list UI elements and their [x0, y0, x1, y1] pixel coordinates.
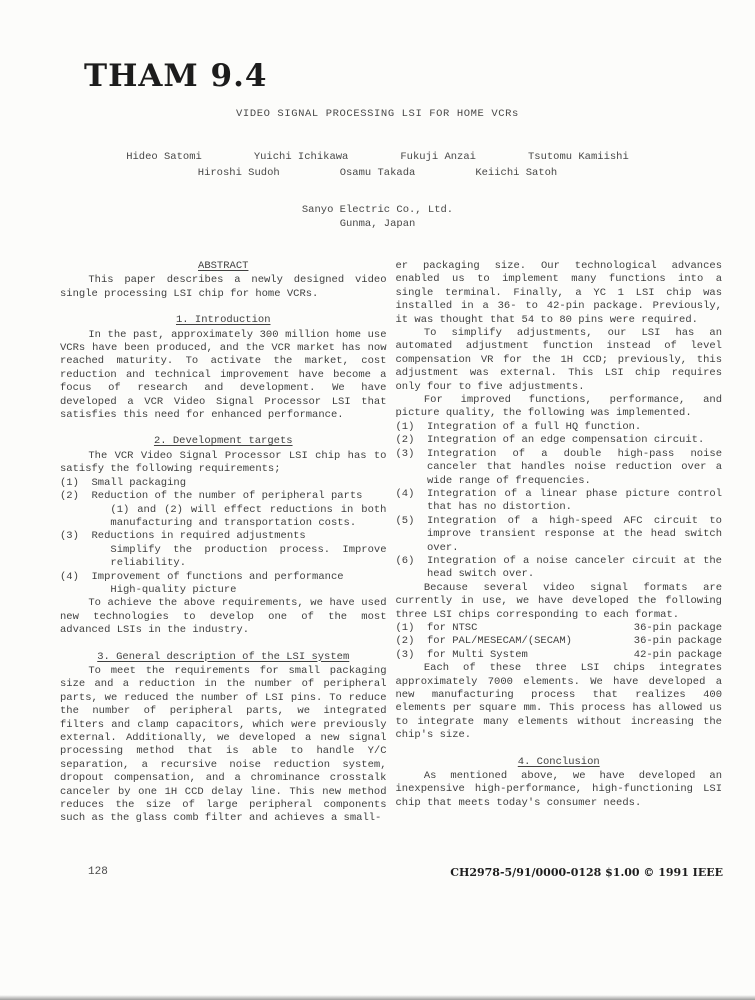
item-marker: (2) [395, 434, 415, 447]
item-text: Reductions in required adjustments [91, 530, 306, 543]
author-row-2 [0, 167, 755, 179]
adjustments-paragraph: To simplify adjustments, our LSI has an automated adjustment function instead of level compensation VR for the 1H CCD; previously, this adjustment was external. This LSI chip requires only four to five adjustments. [395, 327, 722, 393]
item-text: Integration of a full HQ function. [427, 420, 642, 433]
list-item [60, 530, 387, 543]
item-marker: (3) [60, 530, 79, 543]
list-item [396, 488, 723, 515]
list-item [60, 571, 387, 584]
item-marker: (4) [60, 570, 79, 583]
format-package: 36-pin package [633, 635, 722, 648]
format-row [396, 635, 723, 648]
format-label: for PAL/MESECAM/(SECAM) [427, 635, 572, 648]
author-name: Keiichi Satoh [475, 167, 558, 179]
item-marker: (2) [60, 490, 79, 503]
format-package: 36-pin package [633, 621, 722, 634]
introduction-paragraph: In the past, approximately 300 million home use VCRs have been produced, and the VCR market has now reached maturity. To activate the market, cost reduction and technical improvement have become a focus of research and development. We have developed a VCR Video Signal Processor LSI that satisfies this need for enhanced performance. [60, 328, 387, 422]
author-row-1 [0, 151, 755, 163]
general-description-paragraph: To meet the requirements for small packaging size and a reduction in the number of peripheral parts, we reduced the number of LSI pins. To reduce the number of peripheral parts, we integrated filters and clamp capacitors, which were previously external. Additionally, we developed a new signal processing method that is able to handle Y/C separation, a recursive noise reduction system, dropout compensation, and a chrominance crosstalk canceler by one 1H CCD delay line. This new method reduces the size of large peripheral components such as the glass comb filter and achieves a small- [60, 664, 387, 825]
item-note: Simplify the production process. Improve reliability. [110, 543, 387, 570]
heading-conclusion: 4. Conclusion [517, 755, 600, 768]
elements-paragraph: Each of these three LSI chips integrates approximately 7000 elements. We have developed a new manufacturing process that realizes 400 elements per square mm. This process has allowed us to integrate many elements without increasing the chip's size. [395, 662, 722, 742]
author-name: Osamu Takada [339, 167, 416, 179]
affiliation-block [0, 203, 755, 231]
copyright-notice: CH2978-5/91/0000-0128 $1.00 © 1991 IEEE [450, 866, 723, 879]
heading-introduction: 1. Introduction [175, 314, 271, 327]
item-marker: (4) [395, 487, 415, 500]
conclusion-paragraph: As mentioned above, we have developed an inexpensive high-performance, high-functioning LSI chip that meets today's consumer needs. [395, 770, 722, 809]
author-name: Tsutomu Kamiishi [527, 151, 629, 163]
paper-title: VIDEO SIGNAL PROCESSING LSI FOR HOME VCRs [236, 108, 519, 120]
affiliation-name: Sanyo Electric Co., Ltd. [301, 204, 454, 216]
heading-abstract: ABSTRACT [198, 260, 249, 272]
page-number: 128 [88, 866, 108, 878]
item-text: Small packaging [91, 476, 187, 489]
abstract-paragraph: This paper describes a newly designed video single processing LSI chip for home VCRs. [60, 274, 387, 300]
heading-development-targets: 2. Development targets [153, 435, 293, 448]
features-intro-paragraph: For improved functions, performance, and picture quality, the following was implemented. [395, 394, 722, 420]
item-marker: (5) [395, 514, 415, 527]
two-column-body [60, 260, 722, 826]
formats-intro-paragraph: Because several video signal formats are currently in use, we have developed the following three LSI chips corresponding to each format. [395, 581, 722, 621]
list-item [60, 490, 387, 503]
list-item [396, 448, 723, 488]
list-item [396, 434, 723, 447]
item-text: Improvement of functions and performance [91, 570, 344, 583]
author-block [0, 151, 755, 179]
right-column [396, 260, 723, 826]
list-item [60, 477, 387, 490]
item-marker: (3) [395, 648, 415, 661]
item-text: Integration of an edge compensation circuit. [427, 434, 705, 447]
list-item [396, 421, 723, 434]
author-name: Hideo Satomi [126, 151, 202, 163]
list-item [396, 515, 723, 555]
item-marker: (6) [395, 554, 415, 567]
format-package: 42-pin package [633, 648, 722, 661]
author-name: Fukuji Anzai [400, 151, 476, 163]
item-marker: (1) [60, 476, 79, 489]
item-marker: (1) [395, 621, 415, 634]
item-text: Integration of a noise canceler circuit at the head switch over. [427, 554, 722, 581]
development-intro-paragraph: The VCR Video Signal Processor LSI chip has to satisfy the following requirements; [60, 449, 387, 476]
format-row [396, 649, 723, 662]
item-text: Integration of a double high-pass noise canceler that handles noise reduction over a wide range of frequencies. [427, 447, 722, 487]
format-label: for Multi System [427, 648, 528, 661]
item-text: Reduction of the number of peripheral parts [91, 490, 363, 503]
item-marker: (3) [395, 447, 415, 460]
item-note: (1) and (2) will effect reductions in both manufacturing and transportation costs. [110, 503, 387, 529]
item-text: Integration of a high-speed AFC circuit to improve transient response at the head switch over. [427, 514, 722, 554]
author-name: Hiroshi Sudoh [197, 167, 280, 179]
format-label: for NTSC [427, 621, 478, 634]
continuation-paragraph: er packaging size. Our technological advances enabled us to implement many functions into a single terminal. Finally, a YC 1 LSI chip was installed in a 36- to 42-pin package. Previously, it was thought that 54 to 80 pins were required. [395, 260, 722, 326]
item-note: High-quality picture [110, 583, 237, 596]
author-name: Yuichi Ichikawa [253, 151, 349, 163]
affiliation-location: Gunma, Japan [339, 218, 416, 230]
item-marker: (1) [395, 420, 415, 433]
list-item [396, 555, 723, 582]
left-column [60, 260, 387, 826]
format-row [396, 622, 723, 635]
item-text: Integration of a linear phase picture control that has no distortion. [427, 487, 722, 514]
development-outro-paragraph: To achieve the above requirements, we have used new technologies to develop one of the most advanced LSIs in the industry. [60, 597, 387, 637]
item-marker: (2) [395, 635, 415, 648]
heading-general-description: 3. General description of the LSI system [97, 650, 350, 663]
session-code: THAM 9.4 [84, 58, 268, 94]
